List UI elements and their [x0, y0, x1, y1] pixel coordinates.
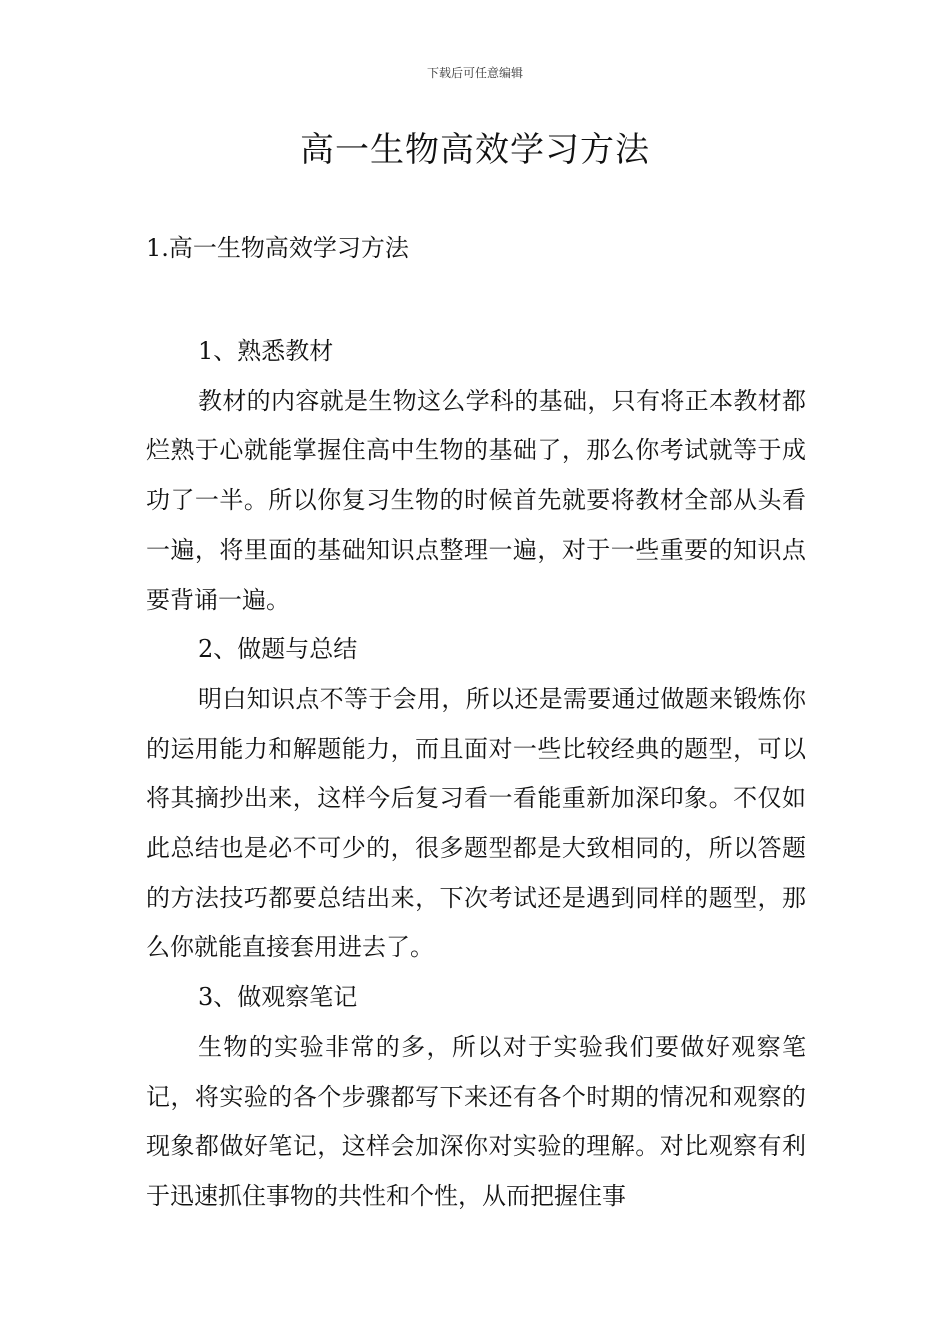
- paragraph-textbook: 教材的内容就是生物这么学科的基础，只有将正本教材都烂熟于心就能掌握住高中生物的基础了，那么你考试就等于成功了一半。所以你复习生物的时候首先就要将教材全部从头看一遍，将里面的基础知识点整理一遍，对于一些重要的知识点要背诵一遍。: [146, 386, 806, 614]
- subheading-familiarize-textbook: 1、熟悉教材: [198, 337, 334, 365]
- subheading-observation-notes: 3、做观察笔记: [198, 983, 358, 1012]
- document-body: [146, 327, 806, 1222]
- subheading-practice-summary: 2、做题与总结: [198, 635, 358, 664]
- header-note: 下载后可任意编辑: [426, 66, 523, 80]
- paragraph-observation: 生物的实验非常的多，所以对于实验我们要做好观察笔记，将实验的各个步骤都写下来还有各个时期的情况和观察的现象都做好笔记，这样会加深你对实验的理解。对比观察有利于迅速抓住事物的共性和个性，从而把握住事: [146, 1032, 806, 1210]
- document-title: 高一生物高效学习方法: [300, 130, 650, 170]
- section-heading: 1.高一生物高效学习方法: [146, 234, 409, 262]
- paragraph-practice: 明白知识点不等于会用，所以还是需要通过做题来锻炼你的运用能力和解题能力，而且面对一些比较经典的题型，可以将其摘抄出来，这样今后复习看一看能重新加深印象。不仅如此总结也是必不可少的，很多题型都是大致相同的，所以答题的方法技巧都要总结出来，下次考试还是遇到同样的题型，那么你就能直接套用进去了。: [146, 684, 806, 962]
